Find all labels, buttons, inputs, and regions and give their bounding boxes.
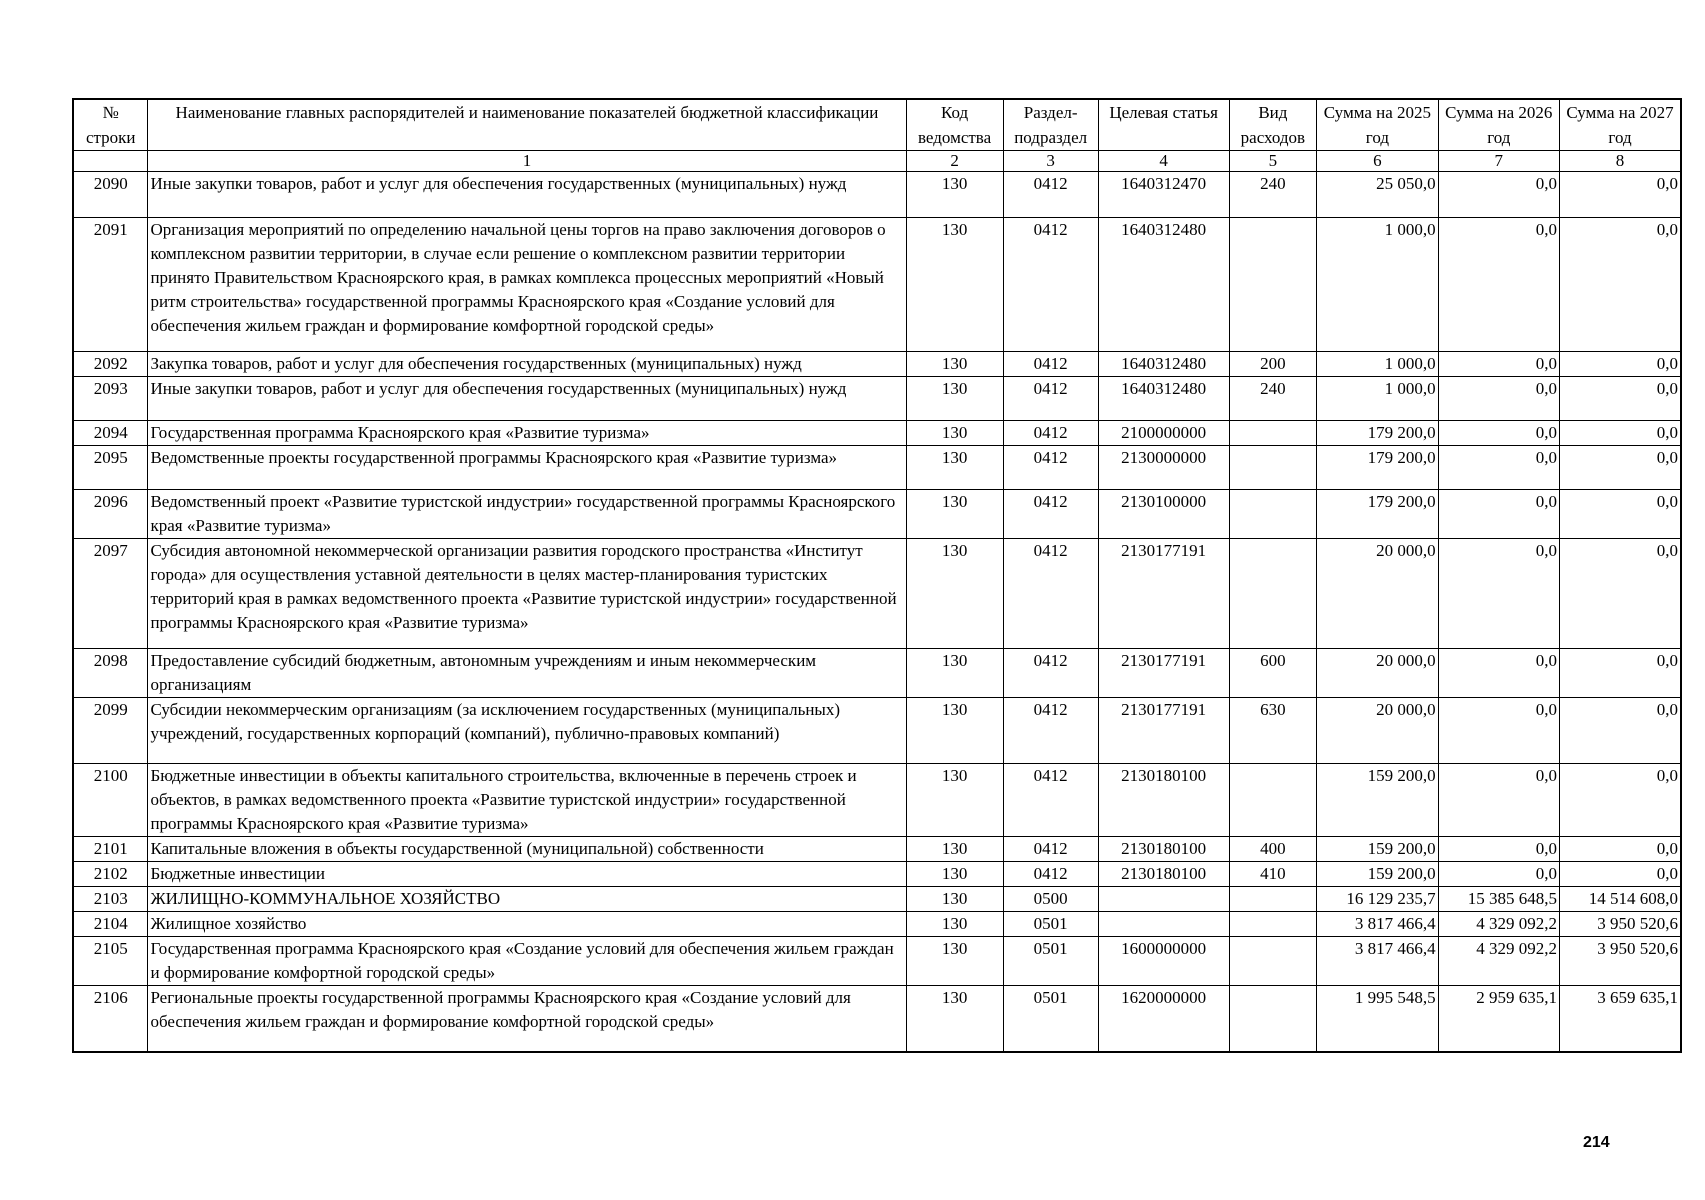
row-sum-2025: 179 200,0 — [1317, 446, 1438, 490]
row-expense-kind — [1229, 887, 1317, 912]
row-expense-kind — [1229, 490, 1317, 539]
row-target-article: 2130180100 — [1098, 764, 1229, 837]
column-number: 5 — [1229, 151, 1317, 172]
row-number: 2096 — [73, 490, 148, 539]
row-sum-2025: 3 817 466,4 — [1317, 912, 1438, 937]
table-row — [73, 862, 1681, 887]
row-sum-2025: 1 995 548,5 — [1317, 986, 1438, 1052]
row-sum-2026: 0,0 — [1438, 649, 1559, 698]
table-row — [73, 986, 1681, 1052]
column-number: 8 — [1560, 151, 1682, 172]
row-sum-2025: 1 000,0 — [1317, 218, 1438, 352]
row-section: 0412 — [1003, 490, 1098, 539]
row-target-article: 1620000000 — [1098, 986, 1229, 1052]
row-dept-code: 130 — [906, 649, 1003, 698]
row-dept-code: 130 — [906, 421, 1003, 446]
row-sum-2027: 0,0 — [1560, 539, 1682, 649]
column-number: 7 — [1438, 151, 1559, 172]
row-sum-2026: 0,0 — [1438, 421, 1559, 446]
row-name: Бюджетные инвестиции — [148, 862, 906, 887]
row-name: Государственная программа Красноярского края «Развитие туризма» — [148, 421, 906, 446]
table-row — [73, 764, 1681, 837]
row-sum-2026: 15 385 648,5 — [1438, 887, 1559, 912]
row-expense-kind: 240 — [1229, 377, 1317, 421]
row-dept-code: 130 — [906, 446, 1003, 490]
row-sum-2027: 3 950 520,6 — [1560, 937, 1682, 986]
row-sum-2025: 179 200,0 — [1317, 421, 1438, 446]
row-sum-2025: 1 000,0 — [1317, 352, 1438, 377]
header-sum-2025: Сумма на 2025 год — [1317, 99, 1438, 151]
row-expense-kind — [1229, 912, 1317, 937]
row-sum-2025: 20 000,0 — [1317, 539, 1438, 649]
row-sum-2027: 0,0 — [1560, 698, 1682, 764]
row-number: 2090 — [73, 172, 148, 218]
row-number: 2102 — [73, 862, 148, 887]
row-section: 0412 — [1003, 539, 1098, 649]
table-row — [73, 218, 1681, 352]
row-expense-kind: 240 — [1229, 172, 1317, 218]
row-expense-kind — [1229, 986, 1317, 1052]
row-sum-2027: 0,0 — [1560, 352, 1682, 377]
row-sum-2027: 0,0 — [1560, 490, 1682, 539]
row-sum-2026: 0,0 — [1438, 837, 1559, 862]
row-sum-2027: 3 659 635,1 — [1560, 986, 1682, 1052]
row-expense-kind: 410 — [1229, 862, 1317, 887]
row-sum-2025: 20 000,0 — [1317, 698, 1438, 764]
row-number: 2098 — [73, 649, 148, 698]
row-sum-2026: 2 959 635,1 — [1438, 986, 1559, 1052]
row-name: Закупка товаров, работ и услуг для обеспечения государственных (муниципальных) нужд — [148, 352, 906, 377]
row-section: 0412 — [1003, 377, 1098, 421]
row-sum-2027: 0,0 — [1560, 764, 1682, 837]
row-target-article: 2130177191 — [1098, 698, 1229, 764]
row-sum-2025: 20 000,0 — [1317, 649, 1438, 698]
row-sum-2027: 0,0 — [1560, 837, 1682, 862]
row-dept-code: 130 — [906, 912, 1003, 937]
row-sum-2026: 0,0 — [1438, 490, 1559, 539]
row-name: ЖИЛИЩНО-КОММУНАЛЬНОЕ ХОЗЯЙСТВО — [148, 887, 906, 912]
row-section: 0412 — [1003, 446, 1098, 490]
row-dept-code: 130 — [906, 490, 1003, 539]
row-expense-kind — [1229, 539, 1317, 649]
page-number: 214 — [1583, 1134, 1610, 1151]
row-expense-kind: 400 — [1229, 837, 1317, 862]
row-sum-2026: 0,0 — [1438, 698, 1559, 764]
row-section: 0412 — [1003, 698, 1098, 764]
table-row — [73, 937, 1681, 986]
row-dept-code: 130 — [906, 862, 1003, 887]
row-sum-2026: 0,0 — [1438, 764, 1559, 837]
row-number: 2106 — [73, 986, 148, 1052]
row-name: Иные закупки товаров, работ и услуг для обеспечения государственных (муниципальных) нужд — [148, 377, 906, 421]
row-sum-2027: 0,0 — [1560, 218, 1682, 352]
column-number — [73, 151, 148, 172]
column-number: 1 — [148, 151, 906, 172]
row-sum-2025: 16 129 235,7 — [1317, 887, 1438, 912]
table-body — [73, 172, 1681, 1052]
header-sum-2027: Сумма на 2027 год — [1560, 99, 1682, 151]
row-sum-2026: 0,0 — [1438, 862, 1559, 887]
header-dept-code: Код ведомства — [906, 99, 1003, 151]
row-sum-2027: 0,0 — [1560, 377, 1682, 421]
row-sum-2026: 0,0 — [1438, 446, 1559, 490]
row-dept-code: 130 — [906, 837, 1003, 862]
row-target-article: 2130100000 — [1098, 490, 1229, 539]
row-target-article: 2130177191 — [1098, 539, 1229, 649]
row-number: 2100 — [73, 764, 148, 837]
row-sum-2025: 179 200,0 — [1317, 490, 1438, 539]
row-name: Государственная программа Красноярского края «Создание условий для обеспечения жильем граждан и формирование комфортной городской среды» — [148, 937, 906, 986]
row-dept-code: 130 — [906, 172, 1003, 218]
column-number: 2 — [906, 151, 1003, 172]
row-dept-code: 130 — [906, 698, 1003, 764]
row-section: 0412 — [1003, 837, 1098, 862]
row-sum-2025: 1 000,0 — [1317, 377, 1438, 421]
row-target-article: 2130177191 — [1098, 649, 1229, 698]
column-number: 3 — [1003, 151, 1098, 172]
table-row — [73, 490, 1681, 539]
row-target-article — [1098, 912, 1229, 937]
table-row — [73, 837, 1681, 862]
header-row-number: № строки — [73, 99, 148, 151]
row-sum-2026: 0,0 — [1438, 218, 1559, 352]
row-section: 0501 — [1003, 912, 1098, 937]
row-expense-kind: 630 — [1229, 698, 1317, 764]
row-number: 2103 — [73, 887, 148, 912]
row-section: 0412 — [1003, 764, 1098, 837]
row-number: 2093 — [73, 377, 148, 421]
row-name: Иные закупки товаров, работ и услуг для обеспечения государственных (муниципальных) нужд — [148, 172, 906, 218]
row-expense-kind — [1229, 421, 1317, 446]
row-sum-2026: 0,0 — [1438, 377, 1559, 421]
row-dept-code: 130 — [906, 764, 1003, 837]
row-section: 0501 — [1003, 986, 1098, 1052]
row-section: 0501 — [1003, 937, 1098, 986]
row-name: Ведомственный проект «Развитие туристской индустрии» государственной программы Красноярского края «Развитие туризма» — [148, 490, 906, 539]
row-target-article: 2130180100 — [1098, 862, 1229, 887]
row-sum-2025: 3 817 466,4 — [1317, 937, 1438, 986]
row-section: 0412 — [1003, 421, 1098, 446]
row-target-article: 2130000000 — [1098, 446, 1229, 490]
row-sum-2025: 25 050,0 — [1317, 172, 1438, 218]
row-sum-2027: 0,0 — [1560, 649, 1682, 698]
table-row — [73, 887, 1681, 912]
row-sum-2027: 3 950 520,6 — [1560, 912, 1682, 937]
row-name: Бюджетные инвестиции в объекты капитального строительства, включенные в перечень строек и объектов, в рамках ведомственного проекта «Развитие туристской индустрии» государственной программы Красноярского края «Развитие туризма» — [148, 764, 906, 837]
row-number: 2095 — [73, 446, 148, 490]
row-sum-2026: 4 329 092,2 — [1438, 912, 1559, 937]
row-target-article — [1098, 887, 1229, 912]
row-sum-2027: 0,0 — [1560, 421, 1682, 446]
header-sum-2026: Сумма на 2026 год — [1438, 99, 1559, 151]
header-row — [73, 99, 1681, 151]
row-dept-code: 130 — [906, 539, 1003, 649]
row-dept-code: 130 — [906, 986, 1003, 1052]
row-sum-2025: 159 200,0 — [1317, 837, 1438, 862]
row-sum-2026: 0,0 — [1438, 539, 1559, 649]
row-section: 0412 — [1003, 649, 1098, 698]
row-name: Капитальные вложения в объекты государственной (муниципальной) собственности — [148, 837, 906, 862]
row-sum-2027: 0,0 — [1560, 446, 1682, 490]
row-dept-code: 130 — [906, 218, 1003, 352]
column-number: 6 — [1317, 151, 1438, 172]
row-number: 2105 — [73, 937, 148, 986]
row-expense-kind: 600 — [1229, 649, 1317, 698]
row-dept-code: 130 — [906, 377, 1003, 421]
row-expense-kind — [1229, 218, 1317, 352]
row-dept-code: 130 — [906, 352, 1003, 377]
column-number: 4 — [1098, 151, 1229, 172]
row-name: Организация мероприятий по определению начальной цены торгов на право заключения договоров о комплексном развитии территории, в случае если решение о комплексном развитии территории принято Правительством Красноярского края, в рамках комплекса процессных мероприятий «Новый ритм строительства» государственной программы Красноярского края «Создание условий для обеспечения жильем граждан и формирование комфортной городской среды» — [148, 218, 906, 352]
table-row — [73, 649, 1681, 698]
header-target-article: Целевая статья — [1098, 99, 1229, 151]
row-name: Жилищное хозяйство — [148, 912, 906, 937]
table-row — [73, 377, 1681, 421]
row-sum-2027: 0,0 — [1560, 862, 1682, 887]
row-sum-2027: 0,0 — [1560, 172, 1682, 218]
row-number: 2094 — [73, 421, 148, 446]
row-target-article: 1640312480 — [1098, 377, 1229, 421]
row-expense-kind: 200 — [1229, 352, 1317, 377]
row-section: 0500 — [1003, 887, 1098, 912]
header-name: Наименование главных распорядителей и наименование показателей бюджетной классификации — [148, 99, 906, 151]
column-number-row — [73, 151, 1681, 172]
header-expense-kind: Вид расходов — [1229, 99, 1317, 151]
budget-sheet — [72, 98, 1682, 1053]
row-sum-2027: 14 514 608,0 — [1560, 887, 1682, 912]
row-target-article: 2100000000 — [1098, 421, 1229, 446]
row-sum-2025: 159 200,0 — [1317, 764, 1438, 837]
table-row — [73, 352, 1681, 377]
row-number: 2091 — [73, 218, 148, 352]
row-number: 2097 — [73, 539, 148, 649]
row-expense-kind — [1229, 764, 1317, 837]
row-expense-kind — [1229, 937, 1317, 986]
row-target-article: 1640312470 — [1098, 172, 1229, 218]
row-target-article: 1600000000 — [1098, 937, 1229, 986]
header-section: Раздел-подраздел — [1003, 99, 1098, 151]
row-target-article: 1640312480 — [1098, 352, 1229, 377]
row-name: Предоставление субсидий бюджетным, автономным учреждениям и иным некоммерческим организациям — [148, 649, 906, 698]
row-sum-2025: 159 200,0 — [1317, 862, 1438, 887]
row-section: 0412 — [1003, 218, 1098, 352]
table-row — [73, 446, 1681, 490]
row-target-article: 2130180100 — [1098, 837, 1229, 862]
row-expense-kind — [1229, 446, 1317, 490]
budget-table — [72, 98, 1682, 1053]
row-sum-2026: 0,0 — [1438, 352, 1559, 377]
row-dept-code: 130 — [906, 937, 1003, 986]
row-name: Ведомственные проекты государственной программы Красноярского края «Развитие туризма» — [148, 446, 906, 490]
row-sum-2026: 4 329 092,2 — [1438, 937, 1559, 986]
row-number: 2104 — [73, 912, 148, 937]
row-name: Субсидия автономной некоммерческой организации развития городского пространства «Институт города» для осуществления уставной деятельности в целях мастер-планирования туристских территорий края в рамках ведомственного проекта «Развитие туристской индустрии» государственной программы Красноярского края «Развитие туризма» — [148, 539, 906, 649]
table-row — [73, 421, 1681, 446]
row-name: Региональные проекты государственной программы Красноярского края «Создание условий для обеспечения жильем граждан и формирование комфортной городской среды» — [148, 986, 906, 1052]
table-header — [73, 99, 1681, 172]
table-row — [73, 912, 1681, 937]
row-dept-code: 130 — [906, 887, 1003, 912]
table-row — [73, 539, 1681, 649]
row-section: 0412 — [1003, 862, 1098, 887]
row-section: 0412 — [1003, 352, 1098, 377]
row-number: 2101 — [73, 837, 148, 862]
row-target-article: 1640312480 — [1098, 218, 1229, 352]
row-name: Субсидии некоммерческим организациям (за исключением государственных (муниципальных) учреждений, государственных корпораций (компаний), публично-правовых компаний) — [148, 698, 906, 764]
row-number: 2092 — [73, 352, 148, 377]
row-sum-2026: 0,0 — [1438, 172, 1559, 218]
table-row — [73, 172, 1681, 218]
row-section: 0412 — [1003, 172, 1098, 218]
row-number: 2099 — [73, 698, 148, 764]
table-row — [73, 698, 1681, 764]
